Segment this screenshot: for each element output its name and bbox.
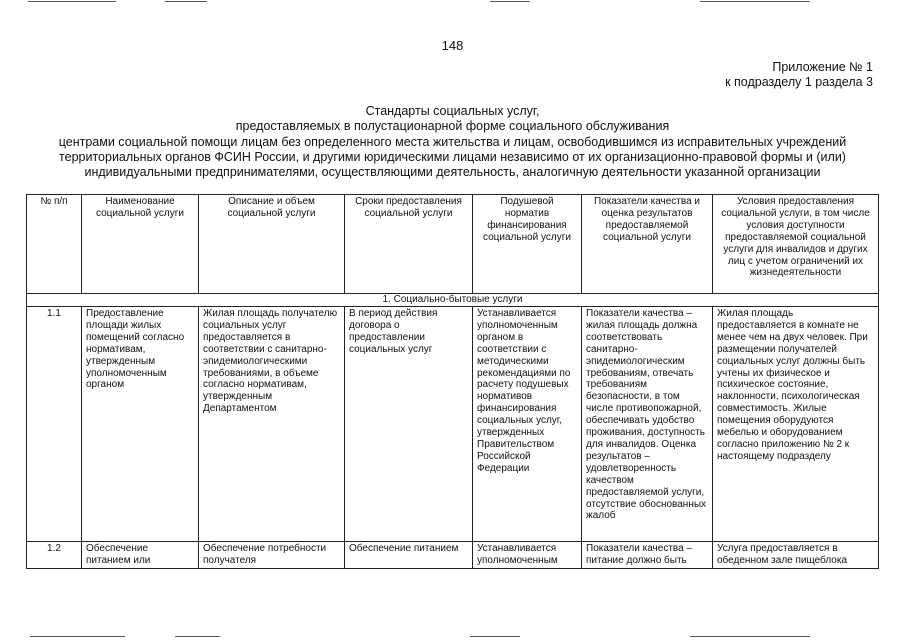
row-number: 1.2 bbox=[27, 542, 82, 569]
section-title: 1. Социально-бытовые услуги bbox=[27, 294, 879, 307]
appendix-line-2: к подразделу 1 раздела 3 bbox=[725, 75, 873, 89]
row-financing: Устанавливается уполномоченным органом в соответствии с методическими рекомендациями по расчету подушевых нормативов финансирования социальных услуг, утвержденных Правительством Российской Федерации bbox=[473, 307, 582, 542]
table-header-row bbox=[27, 195, 879, 294]
row-description: Жилая площадь получателю социальных услуг предоставляется в соответствии с санитарно-эпидемиологическими требованиями, в объеме согласно нормативам, утвержденным Департаментом bbox=[199, 307, 345, 542]
row-conditions: Жилая площадь предоставляется в комнате не менее чем на двух человек. При размещении получателей социальных услуг должны быть учтены их физическое и психическое состояние, наклонности, психологическая совместимость. Жилые помещения оборудуются мебелью и оборудованием согласно приложению № 2 к настоящему подразделу bbox=[713, 307, 879, 542]
scan-line-top-mid bbox=[165, 1, 207, 2]
row-service-name: Обеспечение питанием или bbox=[82, 542, 199, 569]
row-terms: В период действия договора о предоставлении социальных услуг bbox=[345, 307, 473, 542]
appendix-line-1: Приложение № 1 bbox=[772, 60, 873, 74]
scan-line-bottom-mid bbox=[175, 636, 220, 637]
header-conditions: Условия предоставления социальной услуги, в том числе условия доступности предоставляемой социальной услуги для инвалидов и других лиц с учетом ограничений их жизнедеятельности bbox=[713, 195, 879, 294]
table-row bbox=[27, 542, 879, 569]
document-title bbox=[0, 104, 905, 180]
scan-line-bottom-left bbox=[30, 636, 125, 637]
appendix-reference bbox=[725, 60, 873, 90]
scan-line-top-far bbox=[700, 1, 810, 2]
row-financing: Устанавливается уполномоченным bbox=[473, 542, 582, 569]
title-line-2: предоставляемых в полустационарной форме социального обслуживания bbox=[235, 119, 670, 134]
scan-line-top-right bbox=[490, 1, 530, 2]
page-number: 148 bbox=[441, 38, 464, 53]
header-quality: Показатели качества и оценка результатов предоставляемой социальной услуги bbox=[582, 195, 713, 294]
header-financing: Подушевой норматив финансирования социальной услуги bbox=[473, 195, 582, 294]
title-line-4: территориальных органов ФСИН России, и другими юридическими лицами независимо от их организационно-правовой формы и (или) bbox=[59, 149, 846, 164]
row-service-name: Предоставление площади жилых помещений согласно нормативам, утвержденным уполномоченным органом bbox=[82, 307, 199, 542]
scan-line-bottom-right bbox=[470, 636, 520, 637]
row-terms: Обеспечение питанием bbox=[345, 542, 473, 569]
row-description: Обеспечение потребности получателя bbox=[199, 542, 345, 569]
table-row bbox=[27, 307, 879, 542]
header-description: Описание и объем социальной услуги bbox=[199, 195, 345, 294]
header-service-name: Наименование социальной услуги bbox=[82, 195, 199, 294]
section-row bbox=[27, 294, 879, 307]
scan-line-top-left bbox=[28, 1, 116, 2]
header-terms: Сроки предоставления социальной услуги bbox=[345, 195, 473, 294]
row-number: 1.1 bbox=[27, 307, 82, 542]
row-quality: Показатели качества – питание должно быть bbox=[582, 542, 713, 569]
title-line-5: индивидуальными предпринимателями, осуществляющими деятельность, аналогичную деятельности указанной организации bbox=[84, 165, 821, 180]
header-number: № п/п bbox=[27, 195, 82, 294]
title-line-3: центрами социальной помощи лицам без определенного места жительства и лицам, освободившимся из исправительных учреждений bbox=[58, 134, 847, 149]
standards-table bbox=[26, 194, 879, 569]
scan-line-bottom-far bbox=[690, 636, 810, 637]
row-quality: Показатели качества – жилая площадь должна соответствовать санитарно-эпидемиологическим требованиям, отвечать требованиям безопасности, в том числе противопожарной, обеспечивать удобство проживания, доступность для инвалидов. Оценка результатов – удовлетворенность качеством предоставляемой услуги, отсутствие обоснованных жалоб bbox=[582, 307, 713, 542]
row-conditions: Услуга предоставляется в обеденном зале пищеблока bbox=[713, 542, 879, 569]
title-line-1: Стандарты социальных услуг, bbox=[365, 104, 540, 118]
